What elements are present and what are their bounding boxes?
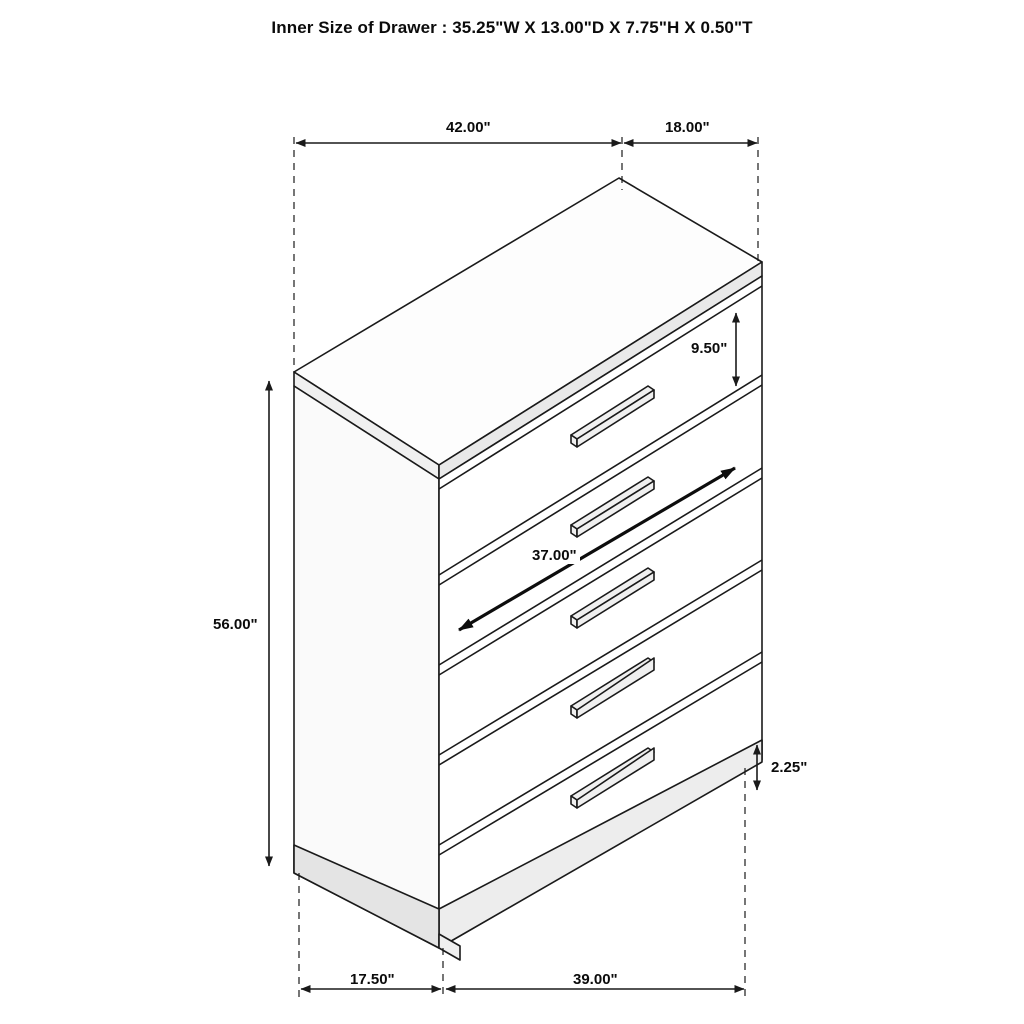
dimension-label-overall-height: 56.00" [210, 617, 261, 633]
page-title: Inner Size of Drawer : 35.25"W X 13.00"D X 7.75"H X 0.50"T [271, 18, 753, 37]
dimension-label-drawer-inner-width: 37.00" [529, 548, 580, 564]
dimension-label-top-drawer-height: 9.50" [688, 341, 730, 357]
dimension-label-width-top: 42.00" [443, 120, 494, 136]
dimension-label-depth-top: 18.00" [662, 120, 713, 136]
chest-geometry [294, 178, 762, 960]
dimension-label-base-depth: 17.50" [347, 972, 398, 988]
dimension-label-base-height: 2.25" [768, 760, 810, 776]
dimension-label-base-width: 39.00" [570, 972, 621, 988]
